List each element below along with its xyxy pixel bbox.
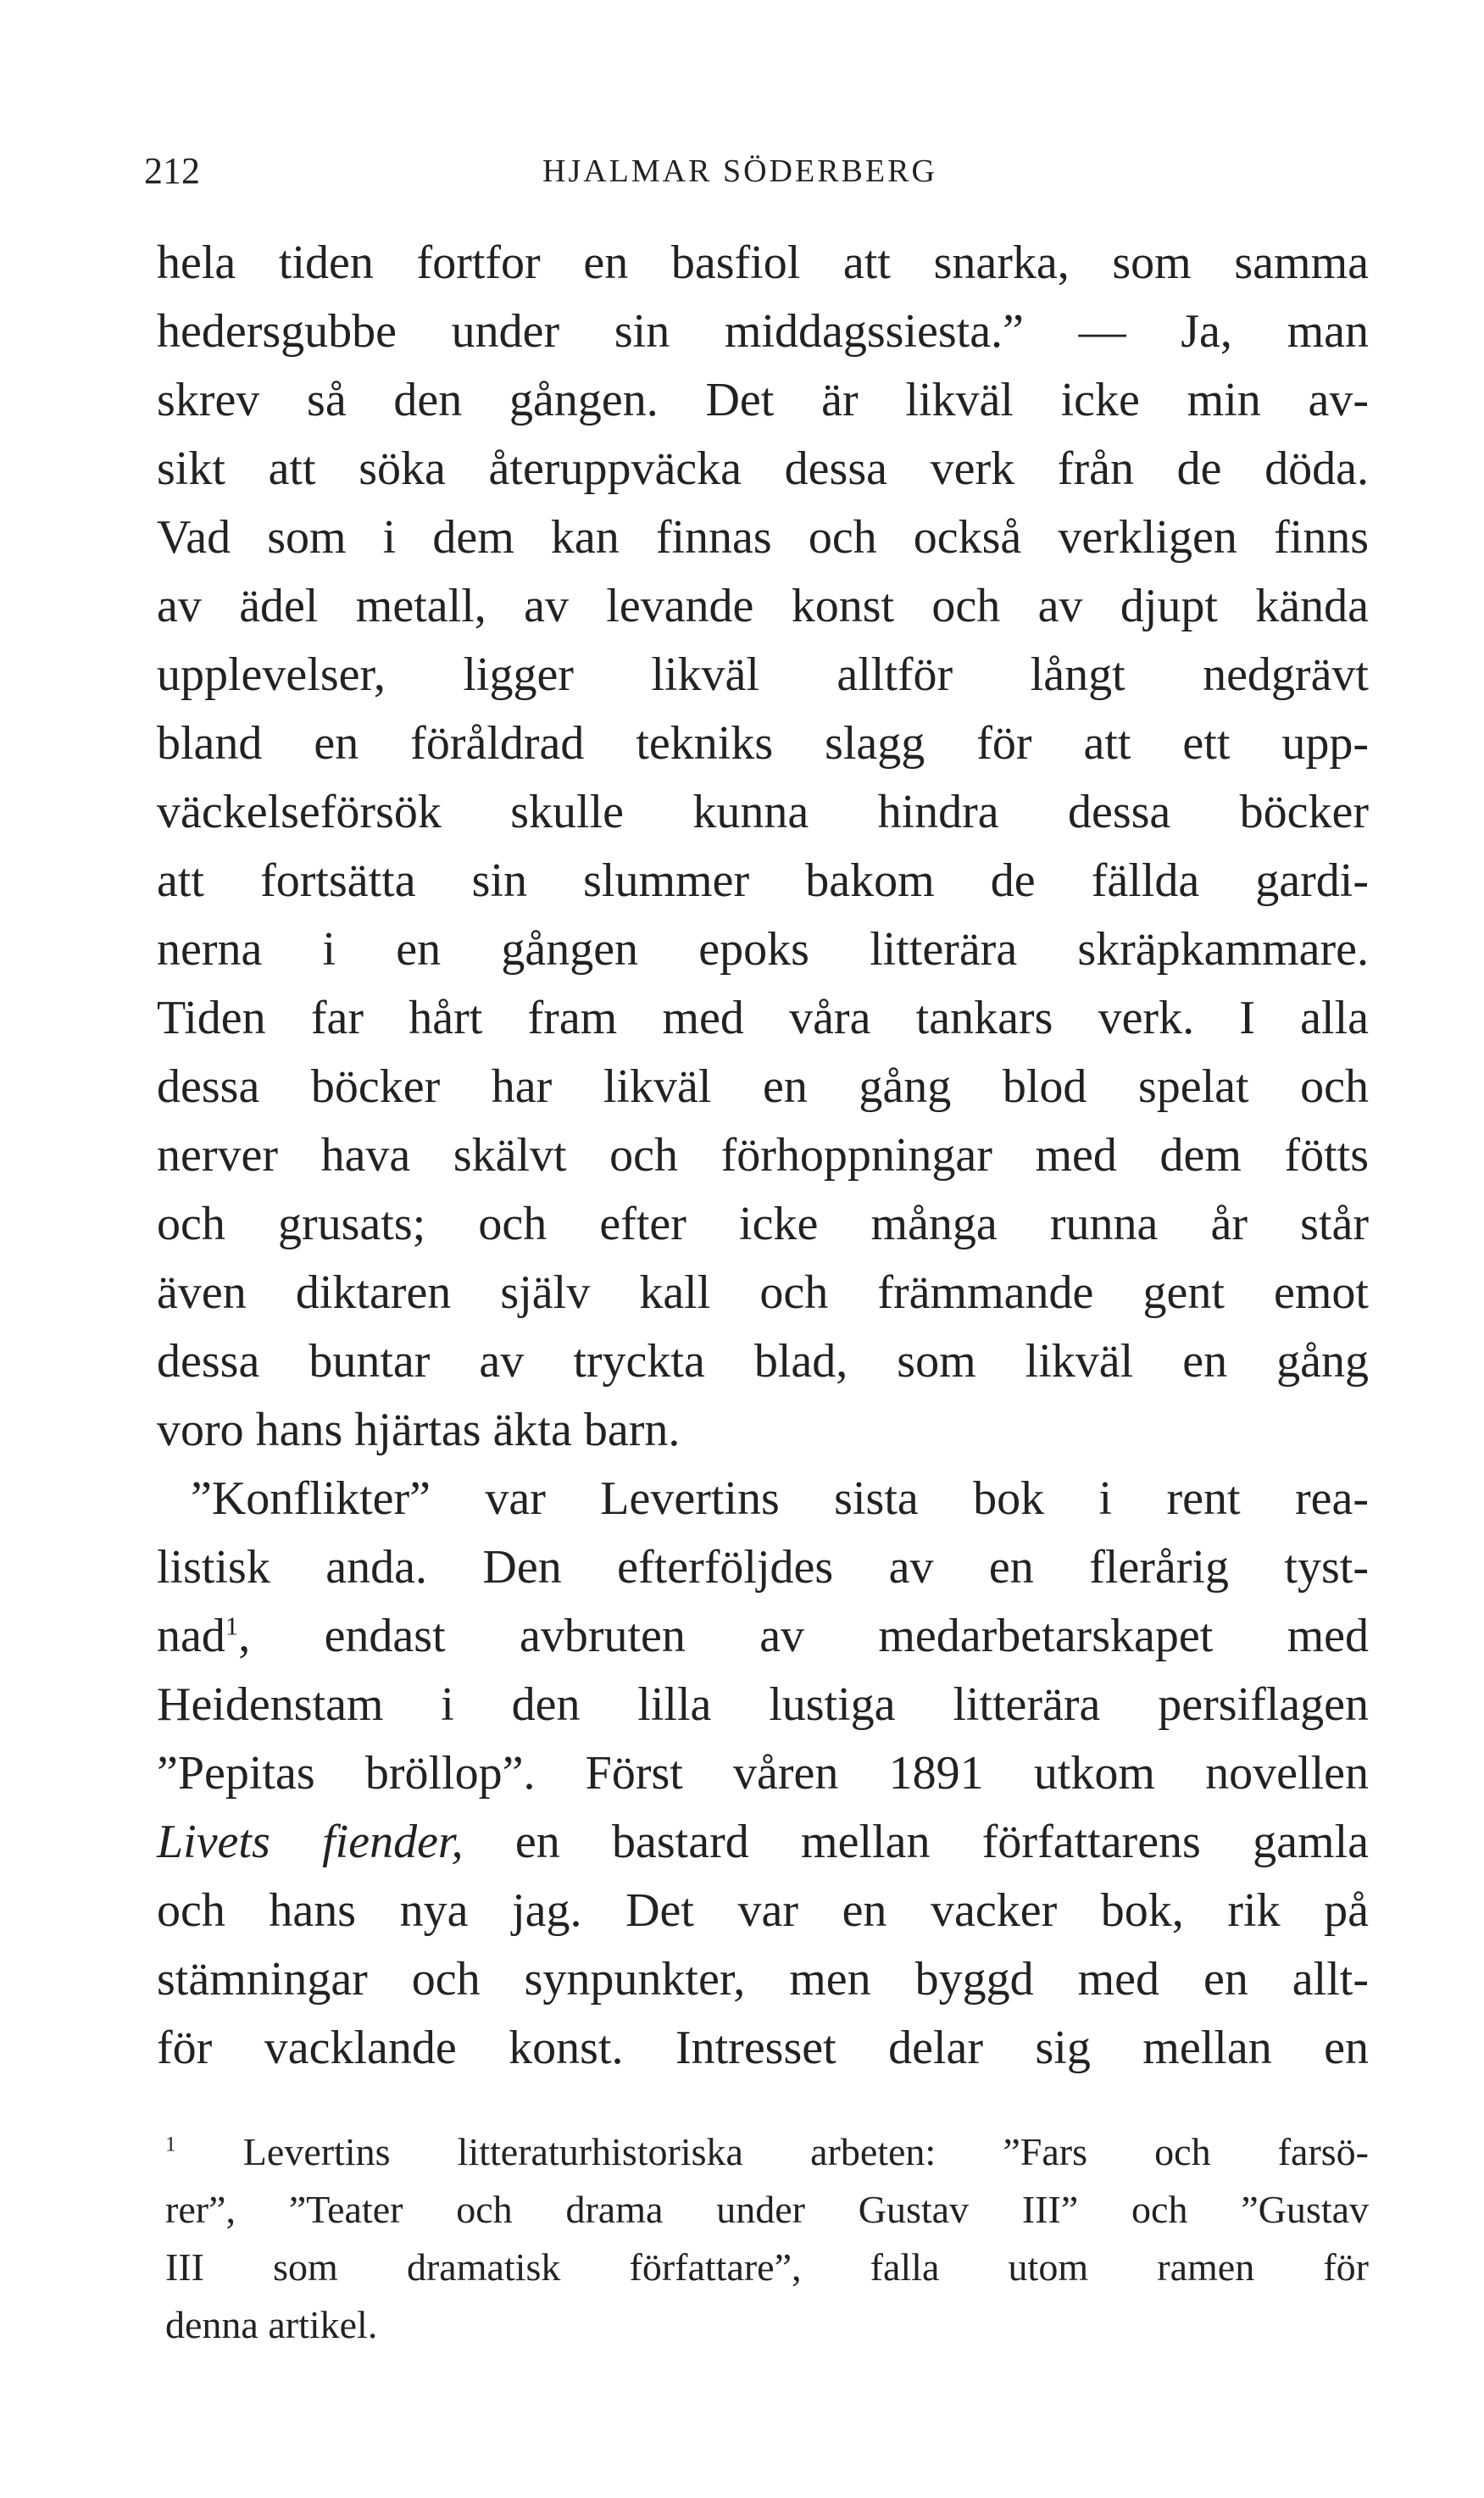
footnote-line: denna artikel. <box>165 2303 378 2346</box>
text-line: och grusats; och efter icke många runna år står <box>157 1198 1369 1250</box>
text-line: Tiden far hårt fram med våra tankars verk. I alla <box>157 992 1369 1044</box>
running-head <box>144 146 1373 197</box>
text-line: bland en föråldrad tekniks slagg för att ett upp- <box>157 717 1369 770</box>
footnote-line: III som dramatisk författare”, falla utom ramen för <box>165 2245 1369 2289</box>
running-title: HJALMAR SÖDERBERG <box>542 153 937 189</box>
text-line: även diktaren själv kall och främmande gent emot <box>157 1266 1369 1319</box>
text-line: skrev så den gången. Det är likväl icke min av- <box>157 374 1369 426</box>
text-line: nerver hava skälvt och förhoppningar med dem fötts <box>157 1129 1369 1182</box>
text-line: listisk anda. Den efterföljdes av en flerårig tyst- <box>157 1541 1369 1594</box>
footnote-reference: 1 <box>225 1611 239 1641</box>
text-line: nerna i en gången epoks litterära skräpkammare. <box>157 923 1369 976</box>
text-fragment: , endast avbruten av medarbetarskapet med <box>238 1610 1369 1662</box>
text-line: Vad som i dem kan finnas och också verkligen finns <box>157 511 1369 564</box>
text-line: ”Pepitas bröllop”. Först våren 1891 utkom novellen <box>157 1747 1369 1800</box>
text-line: väckelseförsök skulle kunna hindra dessa böcker <box>157 786 1369 838</box>
text-line: för vacklande konst. Intresset delar sig mellan en <box>157 2022 1369 2074</box>
text-line: hela tiden fortfor en basfiol att snarka, som samma <box>157 236 1369 289</box>
italic-book-title: Livets fiender, <box>157 1816 464 1868</box>
text-line: dessa böcker har likväl en gång blod spelat och <box>157 1060 1369 1113</box>
text-line-with-title <box>157 1808 1369 1877</box>
page-number: 212 <box>144 150 200 192</box>
text-fragment: en bastard mellan författarens gamla <box>463 1816 1369 1868</box>
text-line: av ädel metall, av levande konst och av djupt kända <box>157 580 1369 632</box>
text-line: upplevelser, ligger likväl alltför långt nedgrävt <box>157 648 1369 701</box>
text-line: och hans nya jag. Det var en vacker bok, rik på <box>157 1884 1369 1937</box>
body-text <box>157 229 1369 2083</box>
footnote-line <box>165 2123 1369 2181</box>
footnote-line: rer”, ”Teater och drama under Gustav III” och ”Gustav <box>165 2188 1369 2231</box>
text-fragment: nad <box>157 1610 225 1662</box>
footnote-marker: 1 <box>165 2132 176 2156</box>
text-line: stämningar och synpunkter, men byggd med en allt- <box>157 1953 1369 2006</box>
footnote <box>165 2123 1369 2354</box>
text-line: ”Konflikter” var Levertins sista bok i rent rea- <box>191 1472 1369 1525</box>
footnote-text: Levertins litteraturhistoriska arbeten: ”Fars och farsö- <box>175 2130 1369 2173</box>
text-line: sikt att söka återuppväcka dessa verk från de döda. <box>157 442 1369 495</box>
text-line: Heidenstam i den lilla lustiga litterära persiflagen <box>157 1678 1369 1731</box>
text-line-with-footnote <box>157 1602 1369 1671</box>
text-line: hedersgubbe under sin middagssiesta.” — Ja, man <box>157 305 1369 358</box>
text-line: voro hans hjärtas äkta barn. <box>157 1404 681 1456</box>
text-line: dessa buntar av tryckta blad, som likväl en gång <box>157 1335 1369 1388</box>
text-line: att fortsätta sin slummer bakom de fällda gardi- <box>157 854 1369 907</box>
